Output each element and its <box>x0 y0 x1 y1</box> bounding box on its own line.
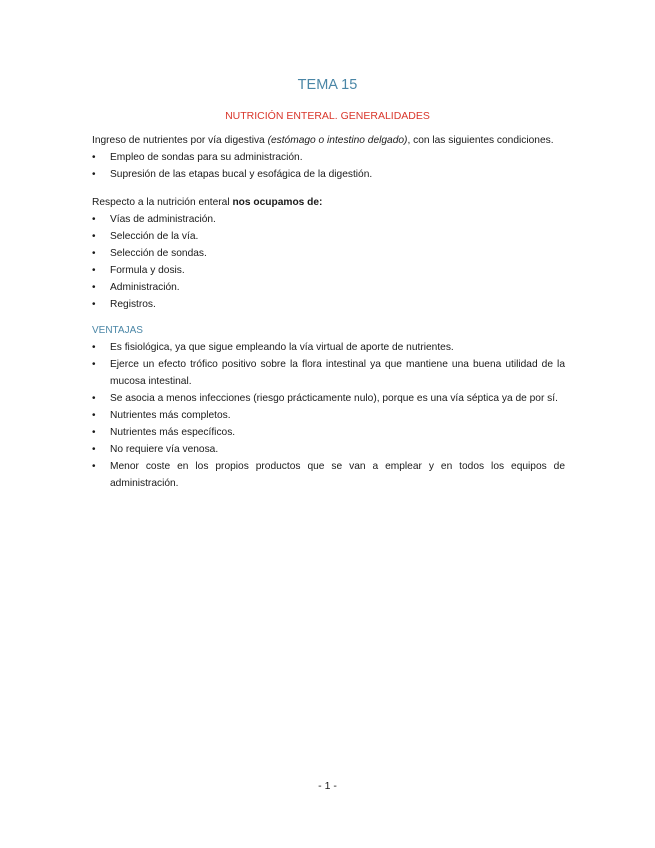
list-item <box>92 441 565 458</box>
bullet-icon: • <box>92 282 96 293</box>
advantages-list <box>92 339 565 492</box>
intro-paragraph <box>92 132 565 149</box>
list-item <box>92 407 565 424</box>
list-item <box>92 166 565 183</box>
bullet-icon: • <box>92 265 96 276</box>
list-item-text: Ejerce un efecto trófico positivo sobre la flora intestinal ya que mantiene una buena utilidad de la mucosa intestinal. <box>110 359 565 387</box>
page-title: TEMA 15 <box>297 77 358 93</box>
scope-paragraph <box>92 194 565 211</box>
list-item <box>92 262 565 279</box>
bullet-icon: • <box>92 152 96 163</box>
list-item <box>92 458 565 492</box>
intro-italic-text: (estómago o intestino delgado) <box>267 135 408 146</box>
document-body <box>92 132 565 492</box>
bullet-icon: • <box>92 461 96 472</box>
bullet-icon: • <box>92 427 96 438</box>
list-item-text: No requiere vía venosa. <box>110 444 219 455</box>
list-item <box>92 245 565 262</box>
bullet-icon: • <box>92 393 96 404</box>
list-item <box>92 149 565 166</box>
list-item <box>92 356 565 390</box>
bullet-icon: • <box>92 299 96 310</box>
list-item-text: Registros. <box>110 299 156 310</box>
list-item <box>92 228 565 245</box>
advantages-heading: VENTAJAS <box>92 325 143 336</box>
list-item <box>92 296 565 313</box>
list-item-text: Selección de sondas. <box>110 248 207 259</box>
list-item-text: Administración. <box>110 282 180 293</box>
list-item-text: Se asocia a menos infecciones (riesgo prácticamente nulo), porque es una vía séptica ya de por sí. <box>110 393 558 404</box>
bullet-icon: • <box>92 169 96 180</box>
scope-bold-text: nos ocupamos de: <box>232 197 323 208</box>
list-item-text: Menor coste en los propios productos que se van a emplear y en todos los equipos de administración. <box>110 461 565 489</box>
list-item-text: Nutrientes más completos. <box>110 410 231 421</box>
page-subtitle: NUTRICIÓN ENTERAL. GENERALIDADES <box>225 110 430 122</box>
intro-text-start: Ingreso de nutrientes por vía digestiva <box>92 135 268 146</box>
list-item-text: Es fisiológica, ya que sigue empleando la vía virtual de aporte de nutrientes. <box>110 342 454 353</box>
list-item-text: Nutrientes más específicos. <box>110 427 236 438</box>
bullet-icon: • <box>92 444 96 455</box>
list-item <box>92 211 565 228</box>
list-item <box>92 390 565 407</box>
bullet-icon: • <box>92 214 96 225</box>
intro-text-end: , con las siguientes condiciones. <box>407 135 554 146</box>
list-item <box>92 424 565 441</box>
bullet-icon: • <box>92 248 96 259</box>
scope-text: Respecto a la nutrición enteral <box>92 197 233 208</box>
list-item <box>92 339 565 356</box>
list-item <box>92 279 565 296</box>
bullet-icon: • <box>92 410 96 421</box>
bullet-icon: • <box>92 231 96 242</box>
conditions-list <box>92 149 565 183</box>
list-item-text: Empleo de sondas para su administración. <box>110 152 303 163</box>
bullet-icon: • <box>92 359 96 370</box>
list-item-text: Supresión de las etapas bucal y esofágica de la digestión. <box>110 169 373 180</box>
list-item-text: Selección de la vía. <box>110 231 199 242</box>
scope-list <box>92 211 565 313</box>
page-number: - 1 - <box>318 780 337 792</box>
bullet-icon: • <box>92 342 96 353</box>
list-item-text: Formula y dosis. <box>110 265 185 276</box>
list-item-text: Vías de administración. <box>110 214 216 225</box>
